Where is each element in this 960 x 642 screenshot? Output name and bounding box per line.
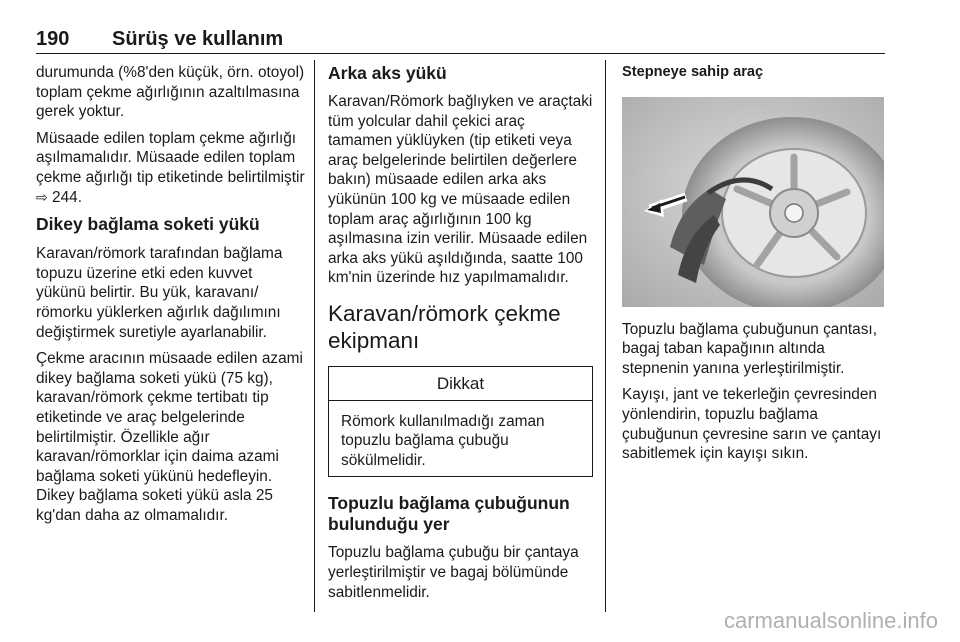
notice-box	[328, 366, 593, 477]
paragraph-bag-location: Topuzlu bağlama çubuğunun çantası, bagaj taban kapağının altında stepnenin yanına yerleştirilmiştir.	[622, 320, 877, 377]
spare-wheel-photo	[622, 97, 884, 307]
column-divider-1	[314, 60, 315, 612]
paragraph-max-load: Çekme aracının müsaade edilen azami dikey bağlama soketi yükü (75 kg), karavan/römork çekme tertibatı tip etiketinde ve araç belgelerinde belirtilmiştir. Özellikle ağır karavan/römorklar için daima azami bağlama soketi yükünü hedefleyin. Dikey bağlama soketi yükü asla 25 kg'dan daha az olmamalıdır.	[36, 350, 303, 524]
notice-title: Dikkat	[329, 367, 592, 401]
paragraph-ball-location: Topuzlu bağlama çubuğu bir çantaya yerleştirilmiştir ve bagaj bölümünde sabitlenmelidir.	[328, 544, 579, 601]
section-title: Sürüş ve kullanım	[112, 28, 284, 50]
paragraph-rear-axle: Karavan/Römork bağlıyken ve araçtaki tüm yolcular dahil çekici araç tamamen yüklüyken (tip etiketi veya araç belgelerinde belirtilen değerlere bakın) müsaade edilen arka aks yükünün 100 kg ve müsaade edilen toplam araç ağırlığının 100 kg aşılmasına izin verilir. Müsaade edilen arka aks yükü aşıldığında, saatte 100 km'nin üzerinde hız yapılmamalıdır.	[328, 93, 593, 287]
heading-spare-wheel: Stepneye sahip araç	[622, 64, 764, 80]
column-right	[622, 63, 890, 471]
page-ref-link[interactable]: 244.	[47, 188, 82, 206]
header-rule	[36, 53, 885, 54]
paragraph-continued: durumunda (%8'den küçük, örn. otoyol) toplam çekme ağırlığının azaltılmasına gerek yoktur.	[36, 64, 305, 121]
column-divider-2	[605, 60, 606, 612]
page-ref-arrow-icon: ⇨	[36, 188, 48, 205]
heading-rear-axle: Arka aks yükü	[328, 63, 447, 83]
paragraph-vertical-load: Karavan/römork tarafından bağlama topuzu üzerine etki eden kuvvet yükünü belirtir. Bu yük, karavanı/ römorku yüklerken ağırlık dağılımını değiştirmek suretiyle ayarlanabilir.	[36, 245, 283, 341]
heading-towing-equipment: Karavan/römork çekme ekipmanı	[328, 300, 561, 353]
heading-vertical-load: Dikey bağlama soketi yükü	[36, 214, 260, 235]
paragraph-strap: Kayışı, jant ve tekerleğin çevresinden yönlendirin, topuzlu bağlama çubuğunun çevresine sarın ve çantayı sabitlemek için kayışı sıkın.	[622, 386, 882, 463]
heading-ball-location: Topuzlu bağlama çubuğunun bulunduğu yer	[328, 493, 570, 535]
paragraph-total-weight: Müsaade edilen toplam çekme ağırlığı aşılmamalıdır. Müsaade edilen toplam çekme ağırlığı tip etiketinde belirtilmiştir ⇨ 244.	[36, 129, 305, 206]
notice-body: Römork kullanılmadığı zaman topuzlu bağlama çubuğu sökülmelidir.	[341, 412, 545, 469]
page-header	[36, 28, 283, 51]
page-number: 190	[36, 28, 70, 50]
watermark: carmanualsonline.info	[723, 608, 938, 633]
column-left	[36, 63, 306, 532]
column-middle	[328, 63, 593, 609]
